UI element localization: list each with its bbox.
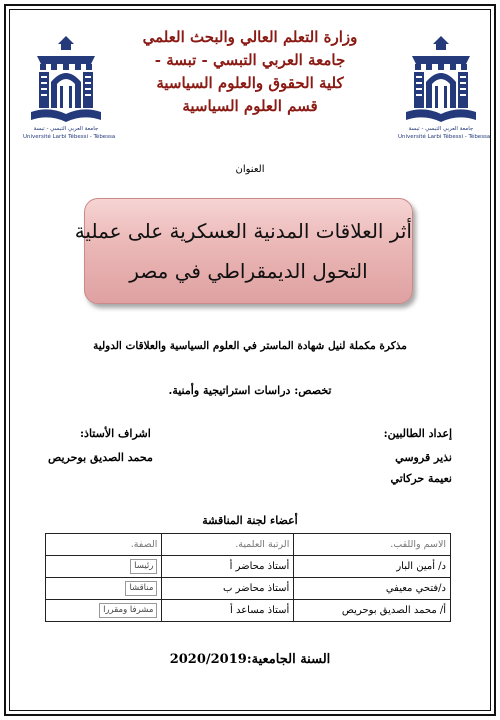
university-name: جامعة العربي التبسي - تبسة -: [154, 51, 346, 69]
jury-member-name: أ/ محمد الصديق بوحريص: [294, 600, 451, 622]
role-badge: مشرفا ومقررا: [99, 603, 157, 618]
column-header-role: الصفة.: [46, 534, 162, 556]
thesis-title-line-2: التحول الديمقراطي في مصر: [129, 259, 368, 283]
student-name: نذير قروسي: [395, 451, 452, 464]
logo-latin-text: Université Larbi Tébessi - Tébessa: [23, 134, 116, 140]
specialization: تخصص: دراسات استراتيجية وأمنية.: [168, 384, 332, 397]
jury-member-rank: أستاذ محاضر ب: [162, 578, 294, 600]
title-label: العنوان: [235, 164, 265, 175]
supervisor-label: اشراف الأستاذ:: [80, 427, 151, 440]
logo-arabic-text: جامعة العربي التبسي - تبسة: [33, 126, 99, 132]
students-label: إعداد الطالبين:: [383, 427, 452, 440]
column-header-name: الاسم واللقب.: [294, 534, 451, 556]
memo-description: مذكرة مكملة لنيل شهادة الماستر في العلوم السياسية والعلاقات الدولية: [93, 340, 407, 352]
jury-member-role-cell: [46, 556, 162, 578]
jury-member-name: د/ أمين البار: [294, 556, 451, 578]
jury-member-role-cell: [46, 600, 162, 622]
role-badge: رئيسا: [130, 559, 157, 574]
institution-header: [130, 26, 370, 118]
thesis-title-line-1: أثر العلاقات المدنية العسكرية على عملية: [74, 219, 412, 243]
jury-member-rank: أستاذ مساعد أ: [162, 600, 294, 622]
university-emblem-icon: [27, 34, 105, 126]
logo-arabic-text: جامعة العربي التبسي - تبسة: [408, 126, 474, 132]
university-emblem-icon: [402, 34, 480, 126]
jury-member-role-cell: [46, 578, 162, 600]
ministry-name: وزارة التعلم العالي والبحث العلمي: [142, 28, 358, 46]
jury-member-name: د/فتحي معيفي: [294, 578, 451, 600]
supervisor-name: محمد الصديق بوحريص: [48, 451, 153, 464]
column-header-rank: الرتبة العلمية.: [162, 534, 294, 556]
jury-member-rank: أستاذ محاضر أ: [162, 556, 294, 578]
university-logo-right: [398, 34, 491, 140]
faculty-name: كلية الحقوق والعلوم السياسية: [156, 74, 344, 92]
committee-title: أعضاء لجنة المناقشة: [202, 514, 298, 527]
logo-latin-text: Université Larbi Tébessi - Tébessa: [398, 134, 491, 140]
department-name: قسم العلوم السياسية: [182, 97, 318, 115]
jury-table: [45, 533, 451, 622]
jury-table-header-row: [46, 534, 451, 556]
table-row: [46, 556, 451, 578]
academic-year: السنة الجامعية:2020/2019: [169, 652, 331, 667]
table-row: [46, 578, 451, 600]
thesis-title-box: [74, 198, 413, 304]
student-name: نعيمة حركاتي: [390, 472, 452, 485]
table-row: [46, 600, 451, 622]
role-badge: مناقشا: [125, 581, 157, 596]
university-logo-left: [23, 34, 116, 140]
